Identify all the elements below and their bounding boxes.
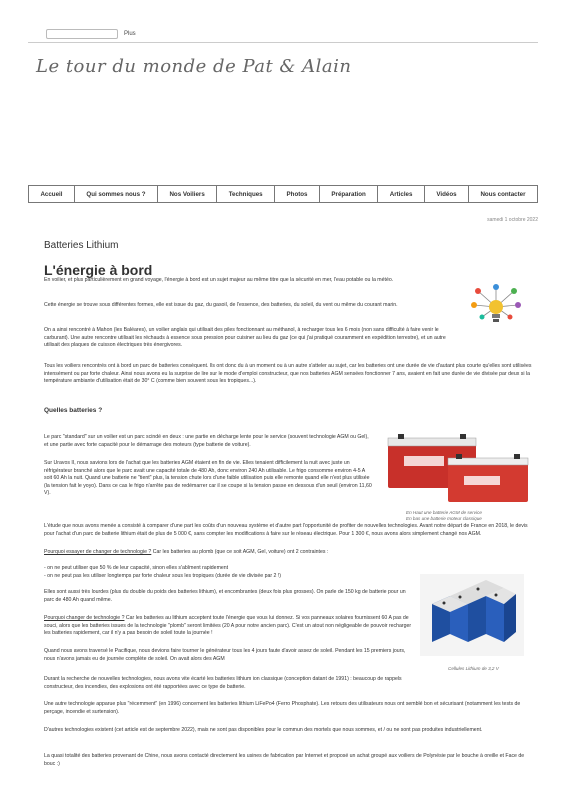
header-divider (28, 42, 538, 43)
paragraph-3: On a ainsi rencontré à Mahon (les Baléares), un voilier anglais qui utilisait des piles fonctionnant au méthanol, à recharger tous les 6 mois (non sans difficulté à faire venir le carburant). Une autre rencontre utilisait les réchauds à essence sous pression pour cuisiner au lieu du gaz (ce qui j'ai pratiqué couramment en expédition terrestre), et un autre utilisait des plaques de cuisson électriques très énergivores. (44, 327, 446, 348)
nav-articles[interactable]: Articles (377, 186, 424, 202)
site-title[interactable]: Le tour du monde de Pat & Alain (36, 56, 352, 77)
post-title: L'énergie à bord (44, 262, 153, 278)
link-pourquoi-changer[interactable]: Pourquoi changer de technologie ? (44, 615, 125, 621)
battery-image (384, 432, 532, 508)
caption-cells: Cellules Lithium de 3,2 V (448, 666, 499, 671)
top-search (46, 28, 136, 40)
paragraph-5: Le parc "standard" sur un voilier est un parc scindé en deux : une partie en décharge lente pour le service (souvent technologie AGM ou Gel), et une partie avec forte capacité pour le démarrage des moteurs (type batterie de voiture). (44, 434, 369, 448)
caption-batteries: En Haut une batterie AGM de service En bas une batterie moteur classique (406, 510, 482, 521)
paragraph-6: Sur Uravos II, nous savions lors de l'achat que les batteries AGM étaient en fin de vie. Elles tenaient difficilement la nuit avec juste un réfrigérateur branché alors que le parc avait une capacité totale de 480 Ah, donc environ 240 Ah utilisable. Le frigo consomme environ 4-5 A soit 60 Ah la nuit. Quand une batterie ne "tient" plus, la tension chute lors d'une faible utilisation puis elle remonte quand elle n'est plus utilisée (la tension fait le yoyo). Dans ce cas le frigo n'arrête pas de redémarrer car il se coupe si la tension passe en dessous d'un seuil (environ 11,60 V). (44, 460, 372, 496)
paragraph-2: Cette énergie se trouve sous différentes formes, elle est issue du gaz, du gasoil, de l'essence, des batteries, du soleil, du vent ou même du courant marin. (44, 302, 398, 308)
post-category[interactable]: Batteries Lithium (44, 240, 119, 251)
nav-videos[interactable]: Vidéos (424, 186, 468, 202)
lightbulb-icon (468, 283, 524, 339)
lithium-cells-image (420, 574, 524, 656)
plus-link[interactable]: Plus (124, 31, 136, 37)
section-heading: Quelles batteries ? (44, 407, 103, 414)
paragraph-12: Pourquoi changer de technologie ? Car les batteries au lithium acceptent toute l'énergie que vous lui donnez. Si vos panneaux solaires fournissent 60 A pas de souci, alors que les batteries issues de la technologie "plomb" seront limitées (20 A pour notre ancien parc). C'est un atout non négligeable de pouvoir recharger les batteries rapidement, car il n'y a pas besoin de soleil toute la journée ! (44, 615, 412, 636)
paragraph-1: En voilier, et plus particulièrement en grand voyage, l'énergie à bord est un sujet majeur au même titre que la sécurité en mer, l'eau potable ou la météo. (44, 277, 394, 283)
paragraph-14: Durant la recherche de nouvelles technologies, nous avons vite écarté les batteries lithium ion classique (conception datant de 1991) : beaucoup de rappels constructeur, des incendies, des explosions ont été rapportées avec ce type de batterie. (44, 676, 402, 690)
paragraph-8: Pourquoi essayer de changer de technologie ? Car les batteries au plomb (que ce soit AGM, Gel, voiture) ont 2 contraintes : (44, 549, 329, 555)
nav-photos[interactable]: Photos (274, 186, 319, 202)
paragraph-10: - on ne peut pas les utiliser longtemps par forte chaleur sous les tropiques (durée de vie divisée par 2 !) (44, 573, 282, 579)
nav-preparation[interactable]: Préparation (319, 186, 377, 202)
paragraph-11: Elles sont aussi très lourdes (plus du double du poids des batteries lithium), et encombrantes (deux fois plus grosses). On parle de 150 kg de batterie pour un parc de 480 Ah quand même. (44, 589, 406, 603)
nav-techniques[interactable]: Techniques (216, 186, 274, 202)
post-date: samedi 1 octobre 2022 (487, 217, 538, 223)
nav-contact[interactable]: Nous contacter (468, 186, 538, 202)
main-nav (28, 185, 538, 203)
paragraph-17: La quasi totalité des batteries provenant de Chine, nous avons contacté directement les usines de fabrication par Internet et proposé un achat groupé aux voiliers de Polynésie par le bouche à oreille et Face de bouc :) (44, 753, 525, 767)
paragraph-13: Quand nous avons traversé le Pacifique, nous devions faire tourner le générateur tous les 4 jours faute d'avoir assez de soleil. Pendant les 15 premiers jours, nous n'avons jamais eu de journée complète de soleil. On avait alors des AGM (44, 648, 406, 662)
paragraph-4: Tous les voiliers rencontrés ont à bord un parc de batteries conséquent. Ils ont donc du à un moment ou à un autre s'atteler au sujet, car les batteries ont une durée de vie d'autant plus courte qu'elles sont utilisées intensément ou par forte chaleur. Ainsi nous avons eu la surprise de lire sur le mode d'emploi constructeur, que nos batteries AGM sensées fonctionner 7 ans, avaient en fait une durée de vie divisée par deux si la température ambiante d'utilisation était de 30° C (comme bien souvent sous les tropiques...). (44, 363, 532, 384)
nav-accueil[interactable]: Accueil (28, 186, 74, 202)
paragraph-9: - on ne peut utiliser que 50 % de leur capacité, sinon elles s'abîment rapidement (44, 565, 229, 571)
search-input[interactable] (46, 29, 118, 39)
paragraph-16: D'autres technologies existent (cet article est de septembre 2022), mais ne sont pas disponibles pour le commun des mortels que nous sommes, et / ou ne sont pas produites industriellement. (44, 727, 483, 733)
link-pourquoi-essayer[interactable]: Pourquoi essayer de changer de technologie ? (44, 549, 152, 555)
nav-nos-voiliers[interactable]: Nos Voiliers (157, 186, 216, 202)
paragraph-15: Une autre technologie apparue plus "récemment" (en 1996) concernent les batteries lithium LiFePo4 (Ferro Phosphate). Les retours des utilisateurs nous ont semblé bon et sécurisant (notamment les tests de perçage, incendie et surtension). (44, 701, 521, 715)
paragraph-7: L'étude que nous avons menée a consisté à comparer d'une part les coûts d'un nouveau système et d'autre part l'opportunité de profiter de nouvelles technologies. Avant notre départ de France en 2018, le devis pour l'achat d'un parc de batterie lithium était de plus de 5 000 €, sans compter les modifications à faire sur le réseau électrique. Pour 1 300 €, nous avons alors simplement changé nos AGM. (44, 523, 528, 537)
nav-qui-sommes-nous[interactable]: Qui sommes nous ? (74, 186, 157, 202)
